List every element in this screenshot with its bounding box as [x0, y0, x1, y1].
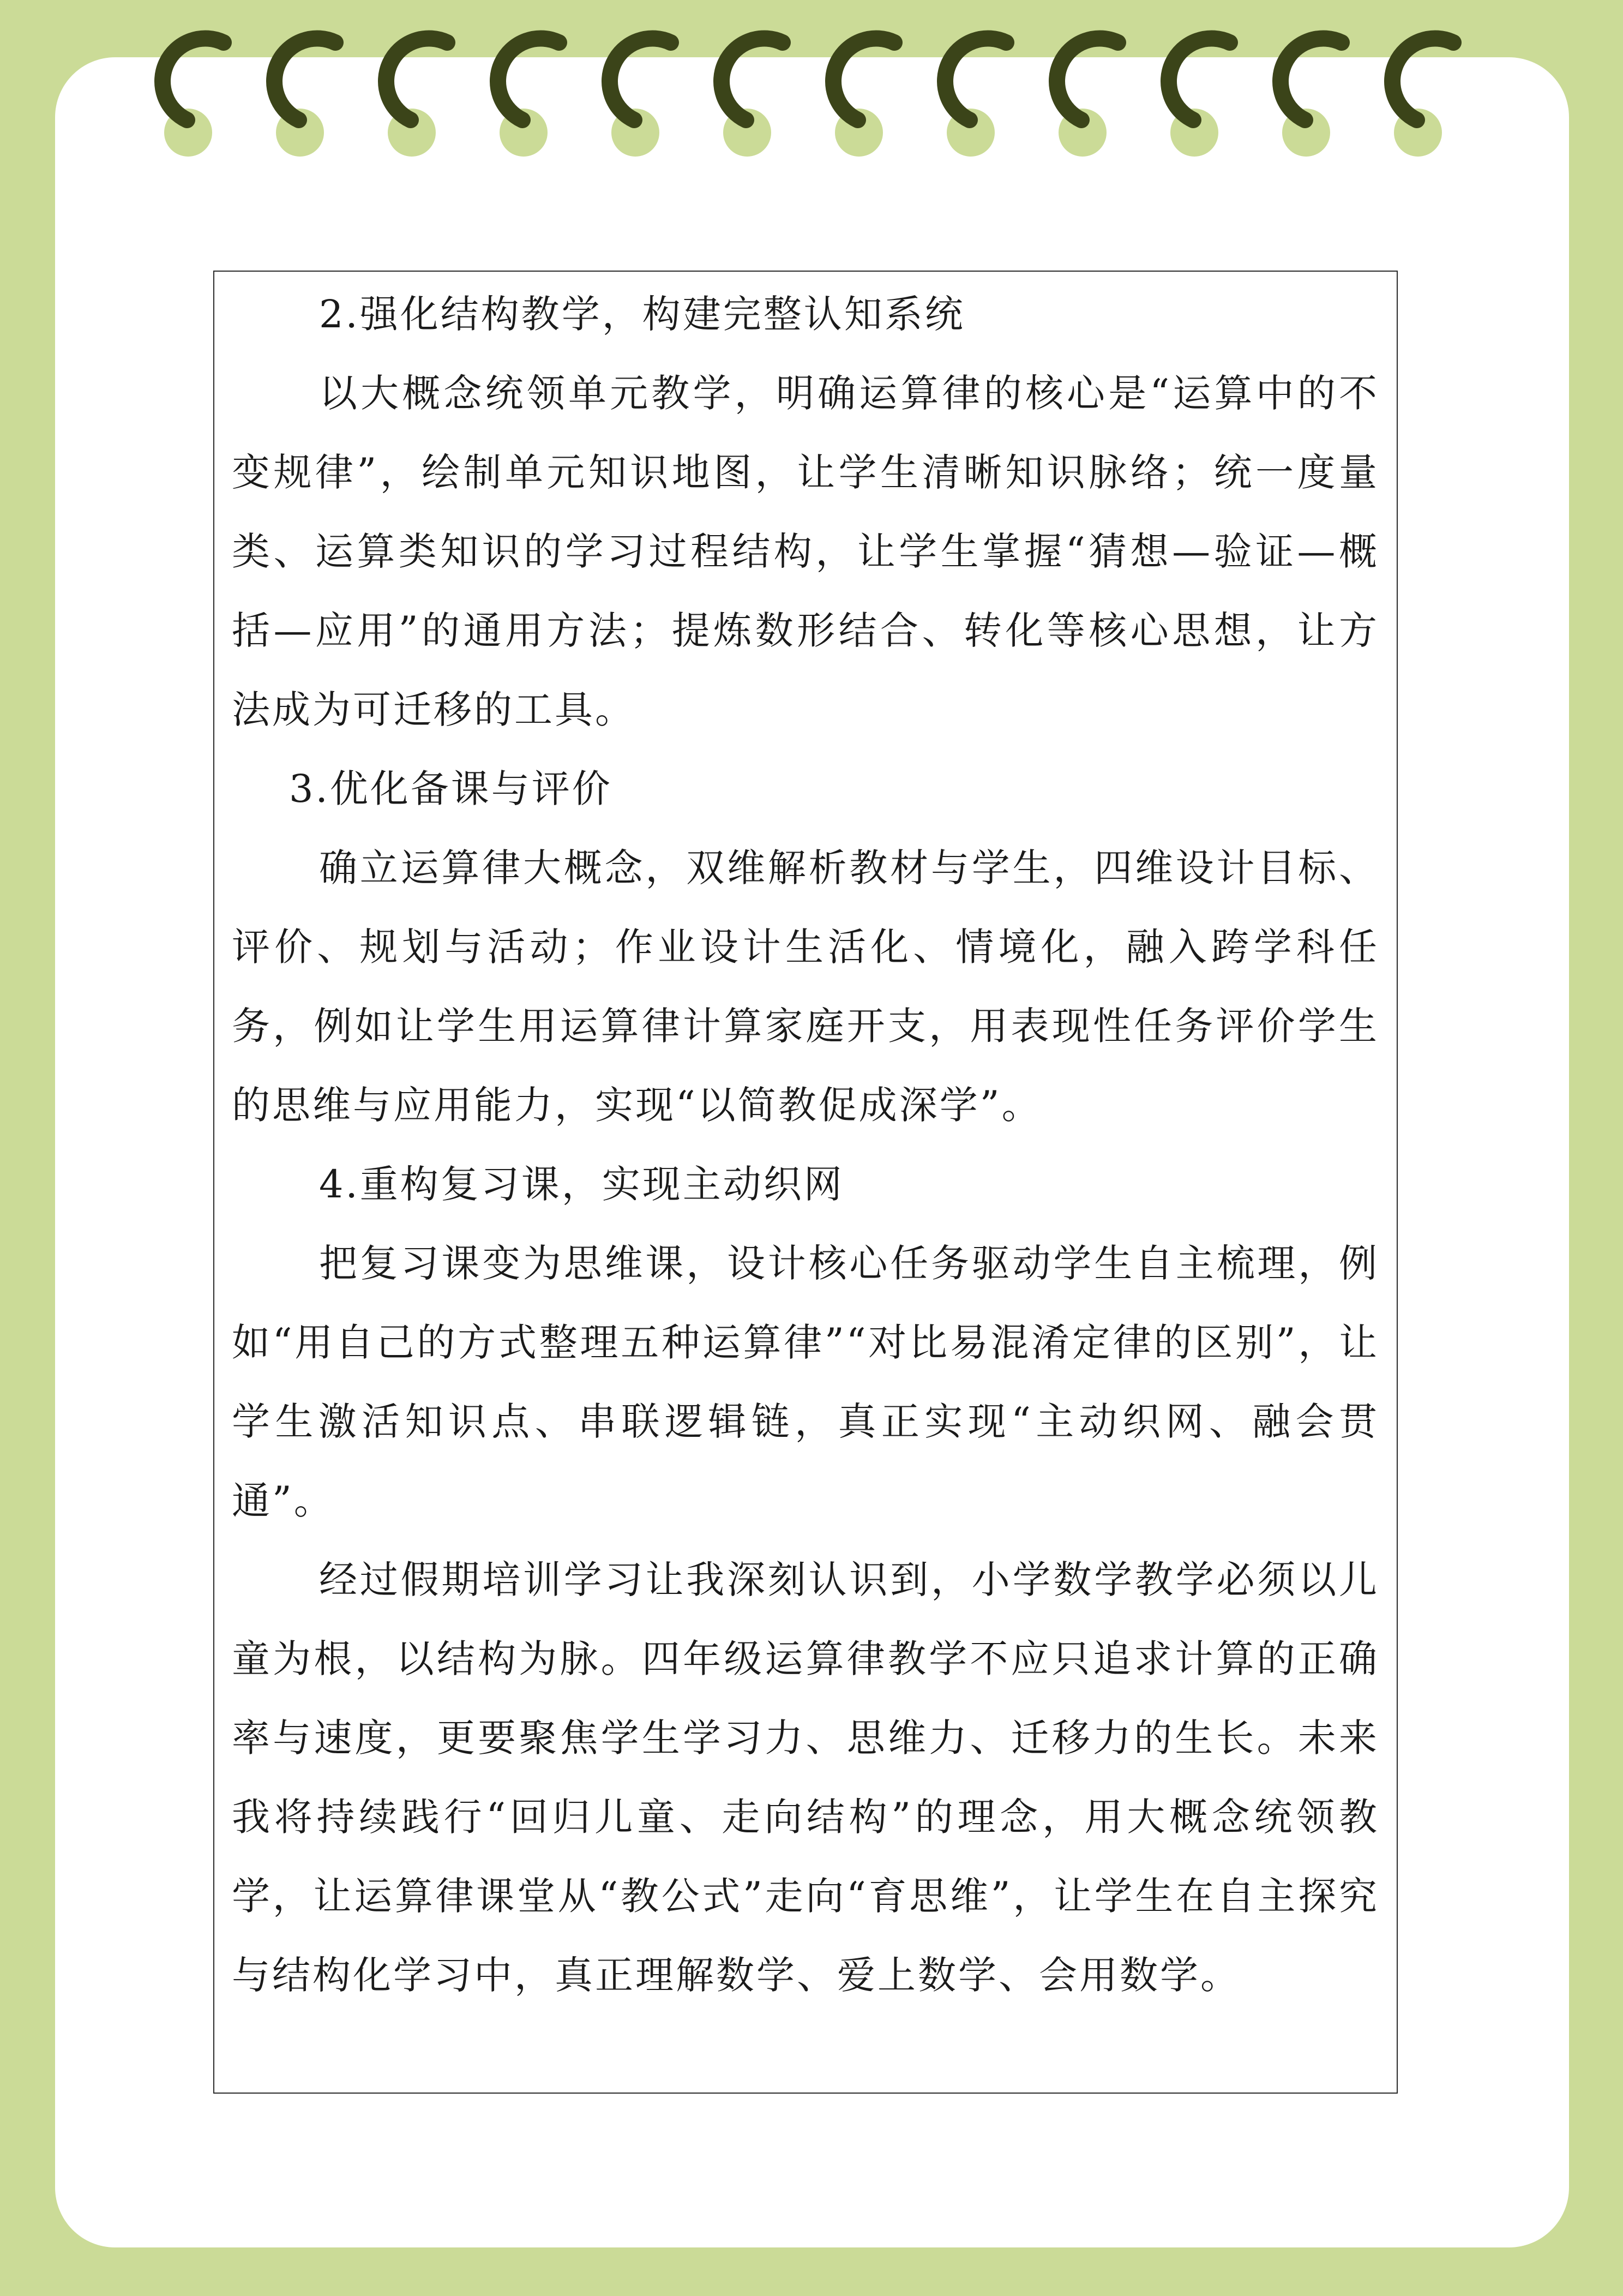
binding-ring-arc [1169, 38, 1230, 120]
section-paragraph-4: 把复习课变为思维课，设计核心任务驱动学生自主梳理，例如“用自己的方式整理五种运算律”“对比易混淆定律的区别”，让学生激活知识点、串联逻辑链，真正实现“主动织网、融会贯通”。 [232, 1241, 1379, 1523]
binding-ring-arc [945, 38, 1006, 120]
binding-ring [1369, 0, 1467, 164]
binding-ring [251, 0, 349, 164]
binding-ring [810, 0, 908, 164]
binding-ring-arc [610, 38, 671, 120]
section-paragraph-3: 确立运算律大概念，双维解析教材与学生，四维设计目标、评价、规划与活动；作业设计生活化、情境化，融入跨学科任务，例如让学生用运算律计算家庭开支，用表现性任务评价学生的思维与应用能力，实现“以简教促成深学”。 [232, 846, 1379, 1128]
binding-ring [363, 0, 461, 164]
binding-ring-arc [386, 38, 447, 120]
conclusion-paragraph: 经过假期培训学习让我深刻认识到，小学数学教学必须以儿童为根，以结构为脉。四年级运算律教学不应只追求计算的正确率与速度，更要聚焦学生学习力、思维力、迁移力的生长。未来我将持续践行“回归儿童、走向结构”的理念，用大概念统领教学，让运算律课堂从“教公式”走向“育思维”，让学生在自主探究与结构化学习中，真正理解数学、爱上数学、会用数学。 [232, 1557, 1379, 1998]
binding-ring-arc [498, 38, 559, 120]
binding-ring-arc [833, 38, 894, 120]
binding-ring-arc [722, 38, 783, 120]
section-paragraph-2: 以大概念统领单元教学，明确运算律的核心是“运算中的不变规律”，绘制单元知识地图，让学生清晰知识脉络；统一度量类、运算类知识的学习过程结构，让学生掌握“猜想—验证—概括—应用”的通用方法；提炼数形结合、转化等核心思想，让方法成为可迁移的工具。 [232, 371, 1379, 732]
binding-ring [698, 0, 796, 164]
binding-ring [139, 0, 237, 164]
binding-ring-arc [163, 38, 224, 120]
binding-ring [474, 0, 573, 164]
binding-ring-arc [1392, 38, 1453, 120]
binding-ring-arc [1281, 38, 1342, 120]
text-frame [213, 271, 1398, 2094]
binding-ring [1257, 0, 1355, 164]
section-heading-3: 3.优化备课与评价 [289, 766, 612, 811]
binding-ring [1033, 0, 1132, 164]
spiral-binding [0, 0, 1623, 164]
binding-ring-arc [1057, 38, 1118, 120]
binding-ring [586, 0, 684, 164]
section-heading-2: 2.强化结构教学，构建完整认知系统 [319, 292, 965, 337]
binding-ring [1145, 0, 1243, 164]
binding-ring-arc [274, 38, 335, 120]
binding-ring [922, 0, 1020, 164]
section-heading-4: 4.重构复习课，实现主动织网 [319, 1162, 844, 1207]
